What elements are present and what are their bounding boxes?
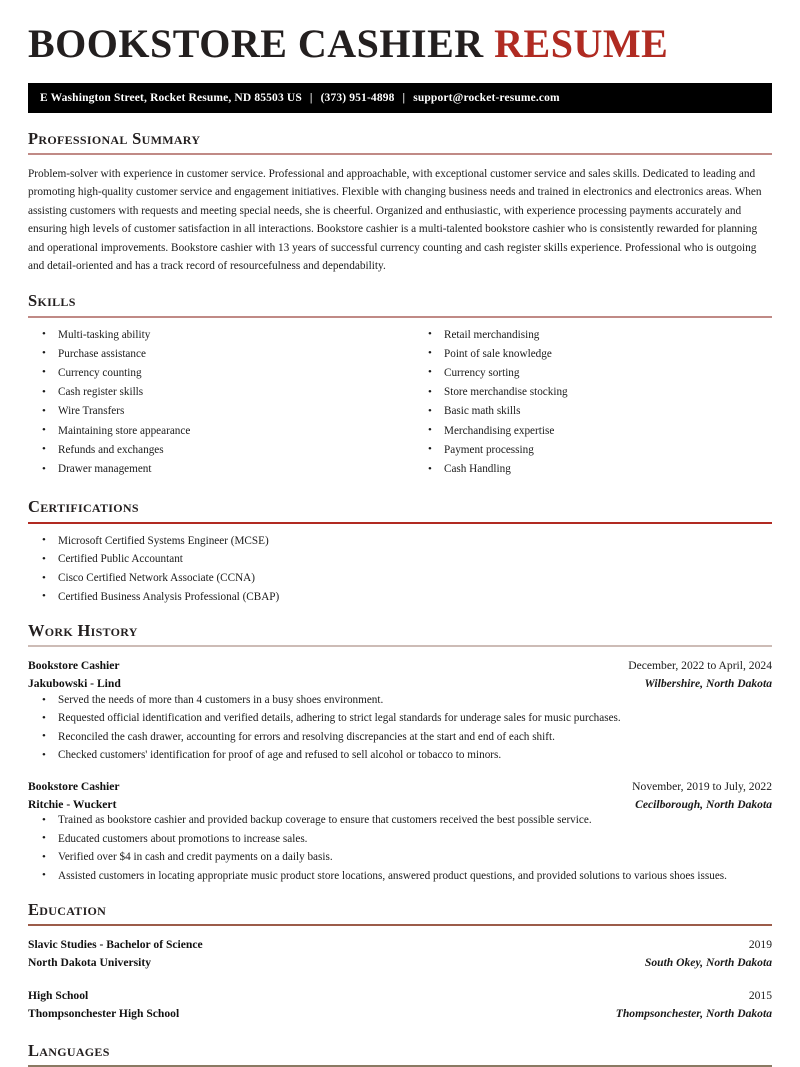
section-heading-summary: Professional Summary	[28, 128, 201, 148]
job-header-row	[28, 778, 772, 796]
skills-list-right	[414, 328, 772, 478]
list-item: • Cash register skills	[28, 385, 400, 400]
section-rule-certifications	[28, 522, 772, 524]
section-heading-certifications: Certifications	[28, 497, 139, 517]
skills-column-right	[400, 328, 772, 482]
page-title-accent: RESUME	[494, 21, 669, 66]
section-heading-languages: Languages	[28, 1041, 110, 1060]
section-heading-education: Education	[28, 899, 107, 919]
education-degree-row	[28, 936, 772, 954]
list-item: • Drawer management	[28, 462, 400, 477]
job-title: Bookstore Cashier	[28, 659, 120, 673]
list-item: • Basic math skills	[414, 404, 772, 419]
list-item: • Educated customers about promotions to increase sales.	[28, 832, 772, 847]
list-item: • Cisco Certified Network Associate (CCNA)	[28, 571, 772, 586]
contact-separator-2: |	[402, 91, 406, 104]
education-year: 2015	[748, 989, 772, 1003]
list-item: • Payment processing	[414, 443, 772, 458]
section-work-history	[28, 622, 772, 884]
list-item: • Microsoft Certified Systems Engineer (MCSE)	[28, 534, 772, 549]
list-item: • Served the needs of more than 4 customers in a busy shoes environment.	[28, 693, 772, 708]
education-school: North Dakota University	[28, 956, 152, 970]
job-location: Wilbershire, North Dakota	[644, 677, 772, 691]
job-location: Cecilborough, North Dakota	[635, 797, 772, 811]
education-school-row	[28, 1005, 772, 1023]
list-item: • Requested official identification and verified details, adhering to strict legal standards for underage sales for music purchases.	[28, 711, 772, 726]
section-heading-work-history: Work History	[28, 620, 138, 640]
list-item: • Store merchandise stocking	[414, 385, 772, 400]
list-item: • Certified Business Analysis Professional (CBAP)	[28, 590, 772, 605]
job-bullets-list	[28, 693, 772, 764]
job-dates: December, 2022 to April, 2024	[628, 659, 772, 673]
list-item: • Point of sale knowledge	[414, 347, 772, 362]
section-rule-skills	[28, 316, 772, 318]
list-item: • Retail merchandising	[414, 328, 772, 343]
list-item: • Assisted customers in locating appropriate music product store locations, answered product questions, and provided solutions to various shoes issues.	[28, 869, 772, 884]
job-bullets-list	[28, 813, 772, 884]
section-rule-summary	[28, 153, 772, 155]
skills-column-left	[28, 328, 400, 482]
skills-list-left	[28, 328, 400, 478]
list-item: • Maintaining store appearance	[28, 424, 400, 439]
education-degree: High School	[28, 989, 89, 1003]
list-item: • Currency counting	[28, 366, 400, 381]
page-title	[28, 0, 772, 67]
section-languages	[28, 1042, 772, 1067]
education-entry	[28, 936, 772, 972]
list-item: • Multi-tasking ability	[28, 328, 400, 343]
education-degree-row	[28, 987, 772, 1005]
list-item: • Purchase assistance	[28, 347, 400, 362]
job-company-row	[28, 675, 772, 693]
contact-separator-1: |	[309, 91, 313, 104]
contact-details	[40, 92, 560, 104]
education-school: Thompsonchester High School	[28, 1007, 180, 1021]
work-history-entry	[28, 657, 772, 763]
education-location: South Okey, North Dakota	[644, 956, 772, 970]
section-heading-skills: Skills	[28, 291, 76, 311]
contact-email[interactable]: support@rocket-resume.com	[413, 91, 560, 104]
list-item: • Cash Handling	[414, 462, 772, 477]
certifications-list	[28, 534, 772, 605]
work-history-entry	[28, 778, 772, 884]
section-rule-work-history	[28, 645, 772, 647]
job-header-row	[28, 657, 772, 675]
education-location: Thompsonchester, North Dakota	[615, 1007, 772, 1021]
list-item: • Reconciled the cash drawer, accounting for errors and resolving discrepancies at the start and end of each shift.	[28, 730, 772, 745]
education-degree: Slavic Studies - Bachelor of Science	[28, 938, 203, 952]
contact-address: E Washington Street, Rocket Resume, ND 85503 US	[40, 91, 302, 104]
job-company: Jakubowski - Lind	[28, 677, 121, 691]
job-title: Bookstore Cashier	[28, 779, 120, 793]
contact-bar	[28, 83, 772, 113]
page-title-main: BOOKSTORE CASHIER	[28, 21, 484, 66]
job-company-row	[28, 796, 772, 814]
list-item: • Currency sorting	[414, 366, 772, 381]
job-company: Ritchie - Wuckert	[28, 797, 117, 811]
section-certifications	[28, 498, 772, 605]
section-education	[28, 901, 772, 1023]
section-rule-education	[28, 924, 772, 926]
list-item: • Verified over $4 in cash and credit payments on a daily basis.	[28, 850, 772, 865]
contact-phone[interactable]: (373) 951-4898	[320, 91, 395, 104]
section-skills	[28, 292, 772, 481]
education-school-row	[28, 954, 772, 972]
list-item: • Certified Public Accountant	[28, 552, 772, 567]
list-item: • Checked customers' identification for proof of age and refused to sell alcohol or tobacco to minors.	[28, 748, 772, 763]
job-dates: November, 2019 to July, 2022	[632, 779, 772, 793]
list-item: • Wire Transfers	[28, 404, 400, 419]
list-item: • Trained as bookstore cashier and provided backup coverage to ensure that customers received the best possible service.	[28, 813, 772, 828]
section-professional-summary	[28, 130, 772, 276]
list-item: • Refunds and exchanges	[28, 443, 400, 458]
summary-text: Problem-solver with experience in customer service. Professional and approachable, with exceptional customer service and sales skills. Dedicated to leading and promoting high-quality customer service and engagement initiatives. Flexible with changing business needs and trained in electronics and electronics areas. When assisting customers with requests and meeting special needs, she is cheerful. Organized and enthusiastic, with experience processing payments accurately and ensuring high levels of customer satisfaction in all interactions. Bookstore cashier is a multi-talented bookstore cashier who is consistently rewarded for planning and operational improvements. Bookstore cashier with 13 years of successful currency counting and cash register skills experience. Professional who is outgoing and detail-oriented and has a track record of resourcefulness and dependability.	[28, 167, 762, 272]
skills-grid	[28, 328, 772, 482]
list-item: • Merchandising expertise	[414, 424, 772, 439]
education-year: 2019	[748, 938, 772, 952]
education-entry	[28, 987, 772, 1023]
